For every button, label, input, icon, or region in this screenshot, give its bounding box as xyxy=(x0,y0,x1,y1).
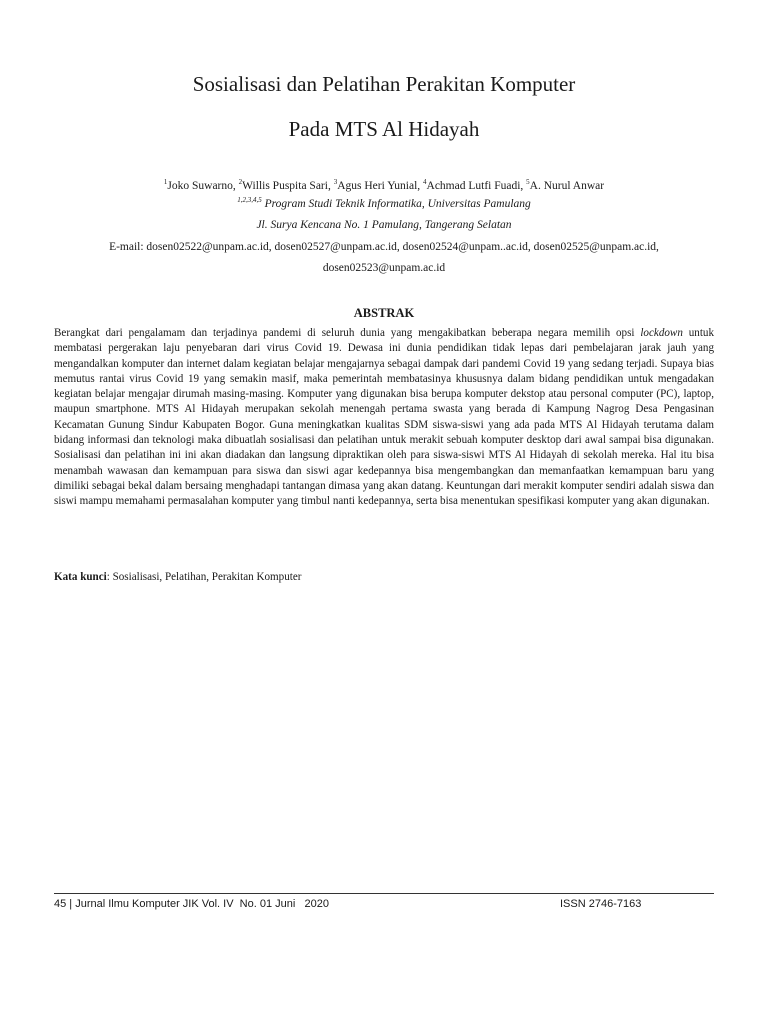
author-2-marker: 2 xyxy=(238,178,243,187)
affiliation-marker: 1,2,3,4,5 xyxy=(237,196,262,205)
email-line-2: dosen02523@unpam.ac.id xyxy=(322,262,446,274)
abstract-italic-term: lockdown xyxy=(640,327,683,339)
author-5-marker: 5 xyxy=(526,178,530,187)
keywords xyxy=(54,570,714,585)
author-3: Agus Heri Yunial, xyxy=(337,180,424,192)
author-4-marker: 4 xyxy=(423,178,427,187)
paper-title-line-1: Sosialisasi dan Pelatihan Perakitan Komputer xyxy=(192,72,576,96)
footer-journal-info: 45 | Jurnal Ilmu Komputer JIK Vol. IV No. 01 Juni 2020 xyxy=(54,898,329,910)
author-5: A. Nurul Anwar xyxy=(529,180,605,192)
author-1-marker: 1 xyxy=(163,178,168,187)
keywords-label: Kata kunci xyxy=(54,571,107,583)
footer-divider xyxy=(54,893,714,894)
author-1: Joko Suwarno, xyxy=(167,180,239,192)
keywords-text: : Sosialisasi, Pelatihan, Perakitan Komputer xyxy=(106,571,302,583)
abstract-heading: ABSTRAK xyxy=(353,306,415,320)
abstract-body xyxy=(54,326,714,510)
author-3-marker: 3 xyxy=(333,178,338,187)
paper-title-line-2: Pada MTS Al Hidayah xyxy=(288,117,480,141)
affiliation xyxy=(40,197,728,211)
abstract-text-rest: untuk membatasi pergerakan laju penyebaran dari virus Covid 19. Dewasa ini dunia pendidikan tidak lepas dari pembelajaran jarak jauh yang mengandalkan komputer dan internet dalam kegiatan belajar mengajarnya sebagai dampak dari pandemi Covid 19 yang sedang terjadi. Supaya bias memutus rantai virus Covid 19 yang semakin masif, maka pemerintah membatasinya khususnya dalam bidang pendidikan untuk mengadakan kegiatan belajar mengajar dirumah masing-masing. Komputer yang digunakan bisa berupa komputer dekstop atau personal computer (PC), laptop, maupun smartphone. MTS Al Hidayah merupakan sekolah menengah pertama swasta yang berada di Kampung Nagrog Desa Pengasinan Kecamatan Gunung Sindur Kabupaten Bogor. Guna meningkatkan kualitas SDM siswa-siswi yang ada pada MTS Al Hidayah terutama dalam bidang informasi dan teknologi maka dibuatlah sosialisasi dan pelatihan untuk merakit sebuah komputer desktop dari awal sampai bisa digunakan. Sosialisasi dan pelatihan ini ini akan diadakan dan langsung dipraktikan oleh para siswa-siswi MTS Al Hidayah di sekolah mereka. Hal itu bisa menambah wawasan dan kemampuan para siswa dan siswi agar kedepannya bisa mengembangkan dan memanfaatkan kemampuan baru yang dimiliki sebagai bekal dalam bersaing menghadapi tantangan dimasa yang akan datang. Keuntungan dari merakit komputer sendiri adalah siswa dan siswi mampu memahami permasalahan komputer yang timbul nanti kedepannya, serta bisa menentukan spesifikasi komputer yang akan digunakan. xyxy=(54,327,715,508)
affiliation-text: Program Studi Teknik Informatika, Universitas Pamulang xyxy=(261,198,531,210)
footer-issn: ISSN 2746-7163 xyxy=(560,898,642,910)
abstract-text-start: Berangkat dari pengalamam dan terjadinya pandemi di seluruh dunia yang mengakibatkan beberapa negara memilih opsi xyxy=(54,327,641,339)
author-4: Achmad Lutfi Fuadi, xyxy=(426,180,527,192)
email-line-1: E-mail: dosen02522@unpam.ac.id, dosen02527@unpam.ac.id, dosen02524@unpam..ac.id, dosen02525@unpam.ac.id, xyxy=(109,241,659,253)
author-list xyxy=(40,179,728,193)
institution-address: Jl. Surya Kencana No. 1 Pamulang, Tangerang Selatan xyxy=(256,219,512,231)
abstract-paragraph xyxy=(54,326,714,510)
author-2: Willis Puspita Sari, xyxy=(242,180,334,192)
